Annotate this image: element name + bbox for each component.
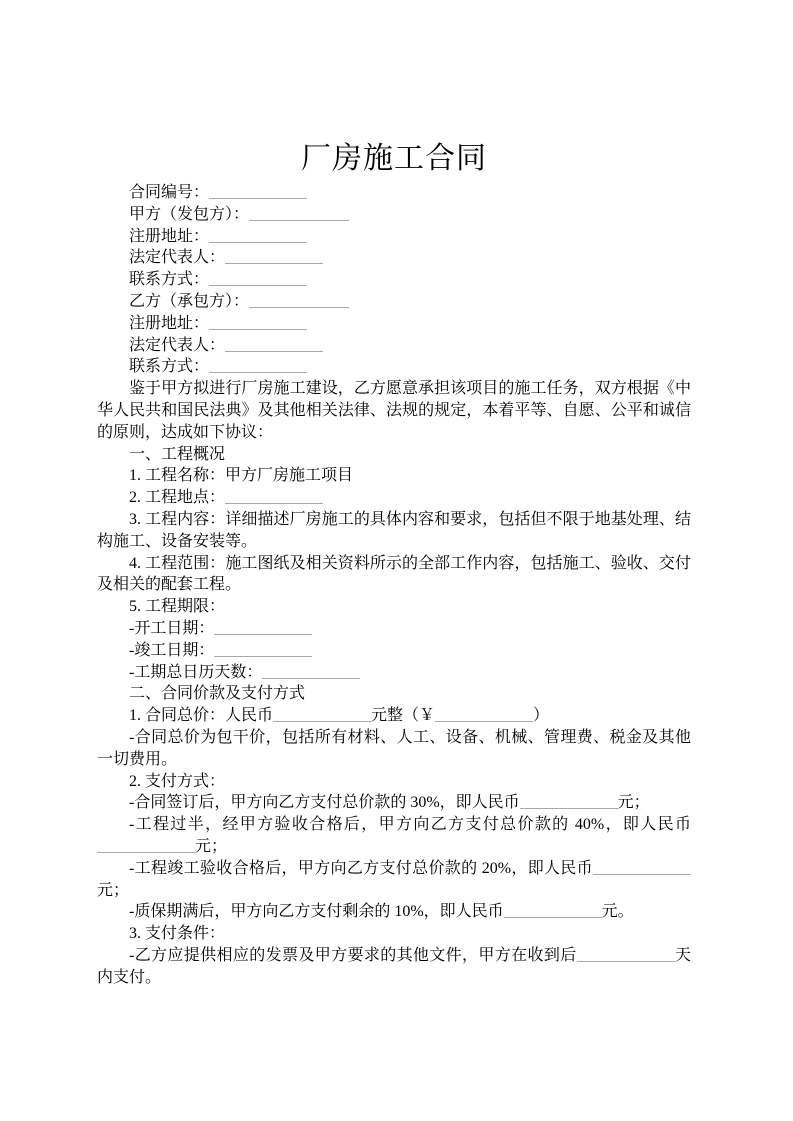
item-project-content bbox=[97, 509, 691, 553]
text-run: 4. 工程范围：施工图纸及相关资料所示的全部工作内容，包括施工、验收、交付及相关的配套工程。 bbox=[97, 554, 691, 594]
field-party-a-contact bbox=[97, 269, 691, 291]
item-payment-method bbox=[97, 771, 691, 793]
field-party-b bbox=[97, 291, 691, 313]
text-run: 法定代表人： bbox=[129, 336, 226, 354]
fill-in-blank-underline bbox=[97, 837, 195, 853]
fill-in-blank-underline bbox=[225, 488, 323, 504]
text-run: 鉴于甲方拟进行厂房施工建设，乙方愿意承担该项目的施工任务，双方根据《中华人民共和国民法典》及其他相关法律、法规的规定，本着平等、自愿、公平和诚信的原则，达成如下协议： bbox=[97, 380, 691, 441]
item-project-duration bbox=[97, 596, 691, 618]
text-run: 1. 工程名称：甲方厂房施工项目 bbox=[129, 467, 354, 485]
item-payment-conditions bbox=[97, 923, 691, 945]
text-run: 乙方（承包方）： bbox=[129, 292, 250, 310]
section-1-heading bbox=[97, 444, 691, 466]
field-party-a-address bbox=[97, 226, 691, 248]
text-run: 2. 工程地点： bbox=[129, 489, 226, 507]
item-project-location bbox=[97, 487, 691, 509]
text-run: 甲方（发包方）： bbox=[129, 205, 250, 223]
item-completion-date bbox=[97, 640, 691, 662]
field-party-b-address bbox=[97, 313, 691, 335]
text-run: 元； bbox=[617, 794, 650, 812]
text-run: 天内支付。 bbox=[97, 946, 691, 986]
text-run: -乙方应提供相应的发票及甲方要求的其他文件，甲方在收到后 bbox=[129, 946, 577, 964]
text-run: 元。 bbox=[601, 903, 634, 921]
field-party-a-representative bbox=[97, 247, 691, 269]
text-run: 注册地址： bbox=[129, 314, 210, 332]
text-run: 元； bbox=[97, 881, 130, 899]
fill-in-blank-underline bbox=[209, 314, 307, 330]
text-run: 法定代表人： bbox=[129, 249, 226, 267]
fill-in-blank-underline bbox=[209, 227, 307, 243]
fill-in-blank-underline bbox=[214, 641, 312, 657]
text-run: 1. 合同总价：人民币 bbox=[129, 707, 274, 725]
item-payment-30-percent bbox=[97, 792, 691, 814]
item-payment-20-percent bbox=[97, 858, 691, 902]
text-run: 联系方式： bbox=[129, 271, 210, 289]
fill-in-blank-underline bbox=[225, 248, 323, 264]
text-run: ） bbox=[533, 707, 550, 725]
text-run: 3. 支付条件： bbox=[129, 925, 226, 943]
item-invoice-requirement bbox=[97, 945, 691, 989]
item-start-date bbox=[97, 618, 691, 640]
item-total-calendar-days bbox=[97, 662, 691, 684]
section-2-heading bbox=[97, 683, 691, 705]
text-run: 合同编号： bbox=[129, 184, 210, 201]
item-price-inclusion bbox=[97, 727, 691, 771]
fill-in-blank-underline bbox=[520, 793, 618, 809]
text-run: -合同签订后，甲方向乙方支付总价款的 30%，即人民币 bbox=[129, 794, 520, 812]
fill-in-blank-underline bbox=[225, 336, 323, 352]
text-run: -开工日期： bbox=[129, 619, 215, 637]
text-run: 一、工程概况 bbox=[129, 445, 226, 463]
text-run: 元整（￥ bbox=[371, 707, 436, 725]
fill-in-blank-underline bbox=[249, 205, 349, 221]
fill-in-blank-underline bbox=[209, 183, 307, 199]
preamble bbox=[97, 378, 691, 443]
fill-in-blank-underline bbox=[209, 357, 307, 373]
item-payment-40-percent bbox=[97, 814, 691, 858]
text-run: 2. 支付方式： bbox=[129, 772, 226, 790]
fill-in-blank-underline bbox=[214, 619, 312, 635]
fill-in-blank-underline bbox=[435, 706, 533, 722]
field-party-b-contact bbox=[97, 356, 691, 378]
fill-in-blank-underline bbox=[249, 292, 349, 308]
fill-in-blank-underline bbox=[504, 902, 602, 918]
text-run: 二、合同价款及支付方式 bbox=[129, 685, 306, 703]
item-total-price bbox=[97, 705, 691, 727]
text-run: -工程竣工验收合格后，甲方向乙方支付总价款的 20%，即人民币 bbox=[129, 859, 593, 877]
fill-in-blank-underline bbox=[273, 706, 371, 722]
text-run: -竣工日期： bbox=[129, 641, 215, 659]
item-project-name bbox=[97, 465, 691, 487]
document-title: 厂房施工合同 bbox=[301, 142, 487, 175]
text-run: 5. 工程期限： bbox=[129, 598, 226, 616]
text-run: 元； bbox=[195, 837, 228, 855]
fill-in-blank-underline bbox=[593, 859, 691, 875]
item-project-scope bbox=[97, 553, 691, 597]
field-party-a bbox=[97, 204, 691, 226]
field-contract-number bbox=[97, 182, 691, 204]
text-run: -合同总价为包干价，包括所有材料、人工、设备、机械、管理费、税金及其他一切费用。 bbox=[97, 728, 691, 768]
text-run: -工程过半，经甲方验收合格后，甲方向乙方支付总价款的 40%，即人民币 bbox=[129, 816, 691, 834]
text-run: -质保期满后，甲方向乙方支付剩余的 10%，即人民币 bbox=[129, 903, 504, 921]
field-party-b-representative bbox=[97, 335, 691, 357]
item-payment-10-percent bbox=[97, 901, 691, 923]
fill-in-blank-underline bbox=[262, 663, 360, 679]
text-run: 注册地址： bbox=[129, 227, 210, 245]
document-body bbox=[97, 182, 691, 988]
text-run: 3. 工程内容：详细描述厂房施工的具体内容和要求，包括但不限于地基处理、结构施工、设备安装等。 bbox=[97, 510, 691, 550]
fill-in-blank-underline bbox=[209, 270, 307, 286]
text-run: 联系方式： bbox=[129, 358, 210, 376]
fill-in-blank-underline bbox=[577, 946, 675, 962]
text-run: -工期总日历天数： bbox=[129, 663, 263, 681]
